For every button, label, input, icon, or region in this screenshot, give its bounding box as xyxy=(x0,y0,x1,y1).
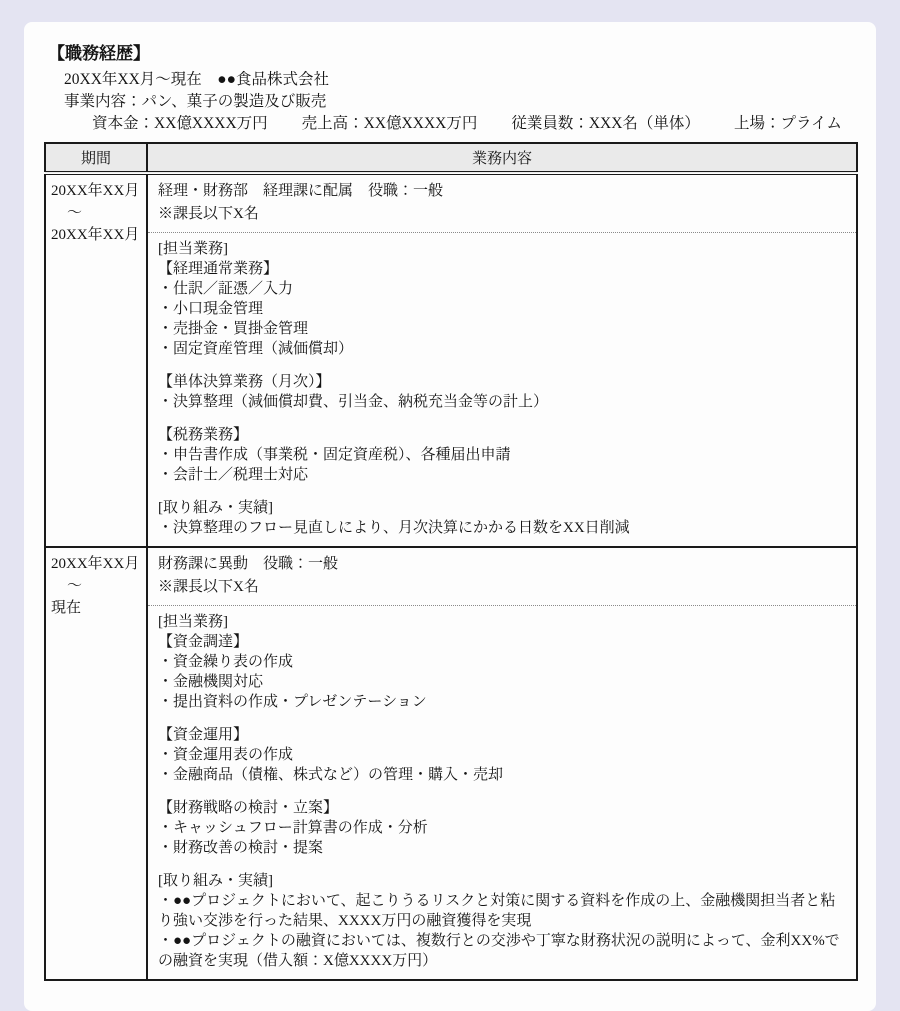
content-line: ・提出資料の作成・プレゼンテーション xyxy=(158,694,427,710)
content-line: ・●●プロジェクトにおいて、起こりうるリスクと対策に関する資料を作成の上、金融機関担当者と粘り強い交渉を行った結果、XXXX万円の融資獲得を実現 xyxy=(158,893,836,929)
content-line: 【税務業務】 xyxy=(158,427,249,443)
stat-capital: 資本金：XX億XXXX万円 xyxy=(92,115,268,132)
header-period: 期間 xyxy=(45,143,147,173)
content-line: 【財務戦略の検討・立案】 xyxy=(158,800,339,816)
content-line: ・資金運用表の作成 xyxy=(158,747,294,763)
company-period-line: 20XX年XX月～現在 ●●食品株式会社 xyxy=(64,71,329,88)
stat-employees: 従業員数：XXX名（単体） xyxy=(511,115,700,132)
assignment-block xyxy=(148,175,856,232)
content-line: ・金融機関対応 xyxy=(158,674,264,690)
period-cell-1 xyxy=(45,173,147,547)
content-line: [担当業務] xyxy=(158,614,228,630)
resume-card xyxy=(24,22,876,1011)
content-line: ※課長以下X名 xyxy=(158,579,259,595)
content-line xyxy=(158,412,846,425)
period-tilde: ～ xyxy=(67,205,83,221)
content-line xyxy=(158,712,846,725)
header-content: 業務内容 xyxy=(147,143,857,173)
content-line: ・財務改善の検討・提案 xyxy=(158,840,324,856)
details-block xyxy=(148,606,856,979)
content-line: 【単体決算業務（月次）】 xyxy=(158,374,331,390)
content-line xyxy=(158,858,846,871)
content-cell-1 xyxy=(147,173,857,547)
career-history-table xyxy=(44,142,858,981)
content-line: ・キャッシュフロー計算書の作成・分析 xyxy=(158,820,428,836)
content-line: ・資金繰り表の作成 xyxy=(158,654,294,670)
content-line: 【資金調達】 xyxy=(158,634,249,650)
content-line: ・金融商品（債権、株式など）の管理・購入・売却 xyxy=(158,767,504,783)
content-line: ・●●プロジェクトの融資においては、複数行との交渉や丁寧な財務状況の説明によって、金利XX%での融資を実現（借入額：X億XXXX万円） xyxy=(158,933,840,969)
content-line: ・固定資産管理（減価償却） xyxy=(158,341,354,357)
details-block xyxy=(148,233,856,546)
company-stats xyxy=(92,113,858,135)
assignment-block xyxy=(148,548,856,605)
content-line xyxy=(158,359,846,372)
career-row-2 xyxy=(45,547,857,980)
period-tilde: ～ xyxy=(67,578,83,594)
period-start: 20XX年XX月 xyxy=(51,556,140,572)
content-line: ・売掛金・買掛金管理 xyxy=(158,321,309,337)
content-line: 【資金運用】 xyxy=(158,727,249,743)
content-line: [担当業務] xyxy=(158,241,228,257)
content-line: [取り組み・実績] xyxy=(158,873,273,889)
table-header-row xyxy=(45,143,857,173)
content-line: ※課長以下X名 xyxy=(158,206,259,222)
content-line: 経理・財務部 経理課に配属 役職：一般 xyxy=(158,183,444,199)
period-end: 現在 xyxy=(51,600,82,616)
content-line: 【経理通常業務】 xyxy=(158,261,279,277)
period-cell-2 xyxy=(45,547,147,980)
stat-listing: 上場：プライム xyxy=(733,115,842,132)
content-line: ・仕訳／証憑／入力 xyxy=(158,281,294,297)
page-title: 【職務経歴】 xyxy=(48,44,150,63)
content-line: ・会計士／税理士対応 xyxy=(158,467,309,483)
content-line: 財務課に異動 役職：一般 xyxy=(158,556,339,572)
content-line: [取り組み・実績] xyxy=(158,500,273,516)
content-line: ・小口現金管理 xyxy=(158,301,264,317)
career-row-1 xyxy=(45,173,857,547)
stat-revenue: 売上高：XX億XXXX万円 xyxy=(301,115,478,132)
period-end: 20XX年XX月 xyxy=(51,227,140,243)
business-description-line: 事業内容：パン、菓子の製造及び販売 xyxy=(64,93,327,110)
content-line: ・決算整理（減価償却費、引当金、納税充当金等の計上） xyxy=(158,394,549,410)
content-line: ・申告書作成（事業税・固定資産税）、各種届出申請 xyxy=(158,447,511,463)
content-cell-2 xyxy=(147,547,857,980)
content-line xyxy=(158,485,846,498)
period-start: 20XX年XX月 xyxy=(51,183,140,199)
content-line xyxy=(158,785,846,798)
content-line: ・決算整理のフロー見直しにより、月次決算にかかる日数をXX日削減 xyxy=(158,520,630,536)
